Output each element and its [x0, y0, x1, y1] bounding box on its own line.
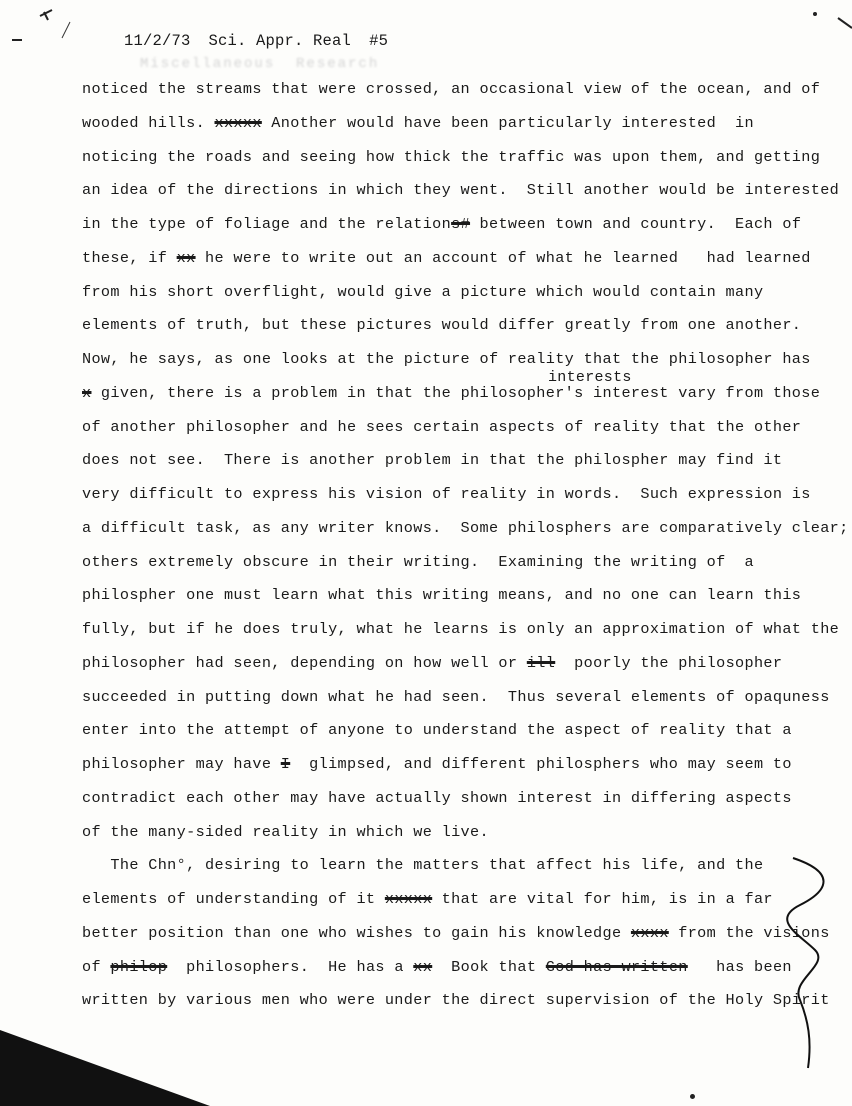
line-text: Another would have been particularly interested in [261, 113, 754, 132]
line-text: from his short overflight, would give a picture which would contain many [82, 282, 764, 301]
line-text: wooded hills. [82, 113, 215, 132]
line-text: better position than one who wishes to gain his knowledge [82, 923, 631, 942]
line-text: these, if [82, 248, 177, 267]
header-course: Sci. Appr. Real [208, 32, 352, 50]
line-text: very difficult to express his vision of reality in words. Such expression is [82, 485, 811, 503]
struck-out-text: xx [413, 957, 433, 976]
bottom-left-shadow [0, 1030, 210, 1106]
margin-squiggle [787, 858, 823, 1068]
line-text: noticing the roads and seeing how thick the traffic was upon them, and getting [82, 147, 821, 166]
line-text: an idea of the directions in which they went. Still another would be interested [82, 181, 840, 200]
line-text: from the visions [668, 923, 830, 942]
interlinear-insertion: interests [548, 369, 632, 386]
header-date: 11/2/73 [124, 32, 191, 50]
line-text: of [82, 957, 111, 976]
line-text: philosophers. He has a [167, 957, 414, 976]
line-text: philospher one must learn what this writing means, and no one can learn this [82, 586, 802, 605]
line-text: elements of truth, but these pictures would differ greatly from one another. [82, 316, 802, 335]
line-text: contradict each other may have actually shown interest in differing aspects [82, 788, 792, 807]
struck-out-text: I [280, 755, 291, 773]
line-text: The Chn°, desiring to learn the matters that affect his life, and the [82, 856, 764, 875]
line-text: between town and country. Each of [470, 215, 802, 233]
struck-out-text: philop [110, 957, 168, 976]
line-text: he were to write out an account of what he learned had learned [195, 248, 811, 267]
ink-speck [813, 12, 817, 16]
line-text: in the type of foliage and the relation [82, 215, 452, 233]
line-text: fully, but if he does truly, what he learns is only an approximation of what the [82, 620, 840, 638]
faint-bleed-through-text: Miscellaneous Research [140, 56, 380, 72]
line-text: that are vital for him, is in a far [432, 890, 773, 908]
line-text: elements of understanding of it [82, 890, 385, 908]
corner-tick-mark [40, 10, 52, 20]
struck-out-text: God has written [545, 957, 688, 976]
corner-pen-stroke [62, 22, 70, 38]
line-text: Book that [432, 957, 546, 976]
line-text: Now, he says, as one looks at the picture of reality that the philosopher has [82, 350, 811, 368]
line-text: does not see. There is another problem in that the philospher may find it [82, 451, 783, 470]
right-corner-fold [838, 18, 852, 28]
struck-out-text: s# [451, 215, 471, 233]
struck-out-text: ill [526, 653, 556, 672]
struck-out-text: xxxxx [384, 890, 433, 908]
line-text: a difficult task, as any writer knows. Some philosphers are comparatively clear; [82, 518, 849, 537]
line-text: philosopher had seen, depending on how well or [82, 653, 527, 672]
line-text: glimpsed, and different philosphers who may seem to [290, 755, 792, 773]
line-text: of the many-sided reality in which we live. [82, 822, 489, 841]
line-text: written by various men who were under the direct supervision of the Holy Spirit [82, 991, 830, 1010]
header-page-number: #5 [369, 32, 389, 50]
line-text: noticed the streams that were crossed, an occasional view of the ocean, and of [82, 80, 821, 98]
struck-out-text: xxxxx [214, 113, 262, 132]
line-text: of another philosopher and he sees certain aspects of reality that the other [82, 417, 802, 436]
line-text: given, there is a problem in that the philosopher's interest vary from those [91, 383, 821, 402]
struck-out-text: xxxx [630, 923, 669, 942]
ink-speck [690, 1094, 695, 1099]
line-text: enter into the attempt of anyone to understand the aspect of reality that a [82, 721, 792, 740]
struck-out-text: xx [176, 248, 196, 267]
line-text: philosopher may have [82, 755, 281, 773]
line-text: has been [687, 957, 792, 976]
struck-out-text: x [82, 383, 92, 402]
line-text: others extremely obscure in their writing. Examining the writing of a [82, 552, 754, 571]
line-text: poorly the philosopher [555, 653, 783, 672]
line-text: succeeded in putting down what he had seen. Thus several elements of opaquness [82, 687, 830, 706]
